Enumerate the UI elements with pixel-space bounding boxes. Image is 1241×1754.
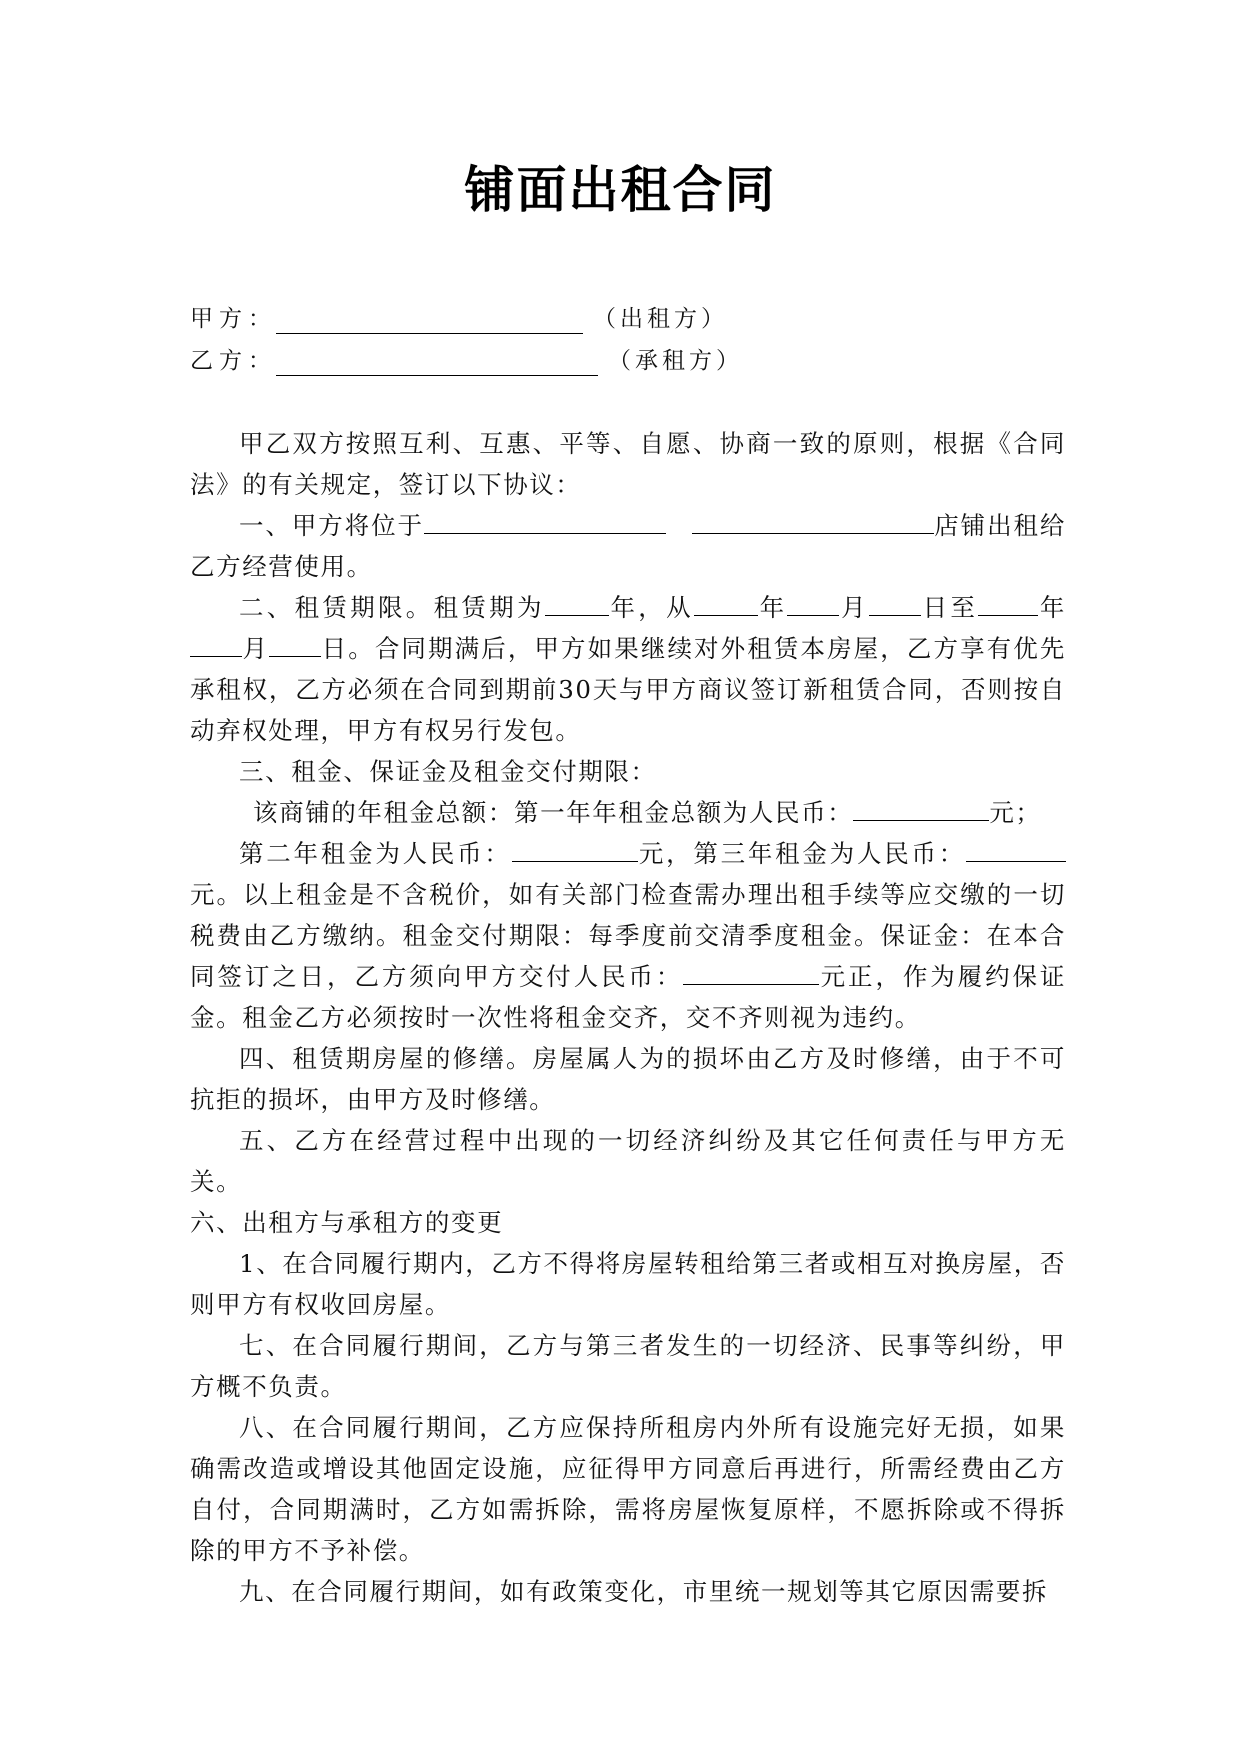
- party-b-line: [190, 346, 743, 376]
- end-month-blank[interactable]: [190, 630, 242, 657]
- term-years-blank[interactable]: [545, 589, 609, 616]
- party-b-role: （承租方）: [608, 348, 743, 374]
- clause-3-rest-text-b: 元，第三年租金为人民币：: [637, 839, 967, 868]
- clause-3-rest-text-c: 元。以上租金是不含税价，如有关部门检查需办理出租手续等应交缴的一切税费由乙方缴纳。租金交付期限：每季度前交清季度租金。保证金：在本合同签订之日，乙方须向甲方交付人民币：: [190, 880, 1066, 991]
- clause-3-title: 三、租金、保证金及租金交付期限：: [239, 757, 657, 786]
- deposit-blank[interactable]: [683, 958, 819, 985]
- clause-5: 五、乙方在经营过程中出现的一切经济纠纷及其它任何责任与甲方无关。: [190, 1126, 1066, 1196]
- clause-4: 四、租赁期房屋的修缮。房屋属人为的损坏由乙方及时修缮，由于不可抗拒的损坏，由甲方及时修缮。: [190, 1044, 1066, 1114]
- location-blank-1[interactable]: [424, 507, 666, 534]
- clause-2-text-b: 年，从: [608, 593, 694, 622]
- year1-rent-blank[interactable]: [853, 794, 989, 821]
- clause-2-text-h: 日。合同期满后，甲方如果继续对外租赁本房屋，乙方享有优先承租权，乙方必须在合同到期前30天与甲方商议签订新租赁合同，否则按自动弃权处理，甲方有权另行发包。: [190, 634, 1066, 745]
- clause-2-text-d: 月: [839, 593, 869, 622]
- clause-2-text-c: 年: [757, 593, 788, 622]
- document-title: 铺面出租合同: [464, 161, 777, 219]
- party-a-label: 甲方：: [190, 306, 277, 332]
- party-b-label: 乙方：: [190, 348, 277, 374]
- clause-1: [190, 505, 1066, 587]
- party-b-blank[interactable]: [276, 351, 598, 376]
- end-year-blank[interactable]: [978, 589, 1038, 616]
- start-day-blank[interactable]: [869, 589, 921, 616]
- intro-paragraph: 甲乙双方按照互利、互惠、平等、自愿、协商一致的原则，根据《合同法》的有关规定，签订以下协议：: [190, 429, 1066, 499]
- end-day-blank[interactable]: [269, 630, 321, 657]
- clause-3-year1-text-a: 该商铺的年租金总额：第一年年租金总额为人民币：: [253, 798, 854, 827]
- clause-3-year1-text-b: 元；: [989, 798, 1042, 827]
- clause-2-text-a: 二、租赁期限。租赁期为: [239, 593, 545, 622]
- start-month-blank[interactable]: [787, 589, 839, 616]
- clause-9: 九、在合同履行期间，如有政策变化，市里统一规划等其它原因需要拆: [239, 1577, 1049, 1606]
- year3-rent-blank[interactable]: [966, 835, 1066, 862]
- party-a-blank[interactable]: [276, 309, 583, 334]
- clause-8: 八、在合同履行期间，乙方应保持所租房内外所有设施完好无损，如果确需改造或增设其他固定设施，应征得甲方同意后再进行，所需经费由乙方自付，合同期满时，乙方如需拆除，需将房屋恢复原样，不愿拆除或不得拆除的甲方不予补偿。: [190, 1413, 1066, 1565]
- location-blank-2[interactable]: [692, 507, 934, 534]
- clause-3-rest: [190, 833, 1066, 1038]
- clause-1-text-b: 店铺出租给乙方经营使用。: [190, 511, 1067, 581]
- clause-2-text-e: 日至: [920, 593, 979, 622]
- clause-3-year1: [190, 792, 1066, 833]
- clause-3-rest-text-d: 元正，作为履约保证金。租金乙方必须按时一次性将租金交齐，交不齐则视为违约。: [190, 962, 1066, 1032]
- party-a-role: （出租方）: [593, 306, 728, 332]
- start-year-blank[interactable]: [694, 589, 758, 616]
- clause-2-text-g: 月: [242, 634, 270, 663]
- clause-6-1: 1、在合同履行期内，乙方不得将房屋转租给第三者或相互对换房屋，否则甲方有权收回房屋。: [190, 1249, 1066, 1319]
- clause-3-rest-text-a: 第二年租金为人民币：: [239, 839, 512, 868]
- clause-2: [190, 587, 1066, 751]
- clause-6-title: 六、出租方与承租方的变更: [190, 1208, 504, 1237]
- clause-2-text-f: 年: [1038, 593, 1066, 622]
- clause-1-text-a: 一、甲方将位于: [239, 511, 424, 540]
- year2-rent-blank[interactable]: [512, 835, 638, 862]
- contract-body: [190, 423, 1066, 1612]
- clause-7: 七、在合同履行期间，乙方与第三者发生的一切经济、民事等纠纷，甲方概不负责。: [190, 1331, 1066, 1401]
- party-a-line: [190, 304, 728, 334]
